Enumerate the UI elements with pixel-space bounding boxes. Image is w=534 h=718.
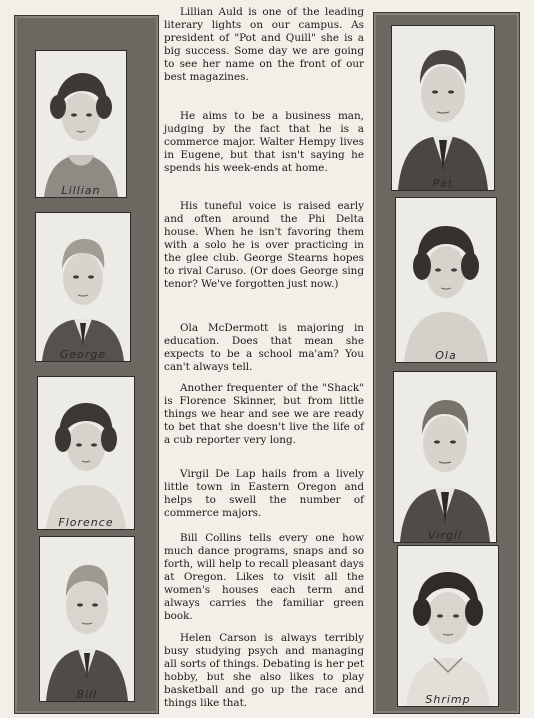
caption-bill: Bill <box>76 688 98 701</box>
paragraph-george: His tuneful voice is raised early and often around the Phi Delta house. When he isn't favoring them with a solo he is over practicing in the glee club. George Stearns hopes to rival Caruso. (Or does George sing tenor? We've forgotten just now.) <box>164 200 364 290</box>
portrait-woman-icon <box>38 377 134 529</box>
paragraph-bill: Bill Collins tells every one how much dance programs, snaps and so forth, will help to recall pleasant days at Oregon. Likes to visit all the women's houses each term and always carries the familiar green book. <box>164 532 364 622</box>
right-photo-strip <box>373 12 520 714</box>
portrait-man-icon <box>40 537 134 701</box>
caption-shrimp: Shrimp <box>425 693 471 706</box>
photo-george <box>35 212 131 362</box>
photo-pat <box>391 25 495 191</box>
paragraph-ola: Ola McDermott is majoring in education. Does that mean she expects to be a school ma'am? You can't always tell. <box>164 322 364 373</box>
portrait-woman-icon <box>36 51 126 197</box>
photo-florence <box>37 376 135 530</box>
caption-george: George <box>59 348 107 361</box>
caption-ola: Ola <box>435 349 457 362</box>
caption-virgil: Virgil <box>427 529 463 542</box>
caption-florence: Florence <box>58 516 114 529</box>
portrait-woman-icon <box>396 198 496 362</box>
portrait-man-icon <box>36 213 130 361</box>
paragraph-walter: He aims to be a business man, judging by the fact that he is a commerce major. Walter Hempy lives in Eugene, but that isn't saying he spends his week-ends at home. <box>164 110 364 174</box>
paragraph-virgil: Virgil De Lap hails from a lively little town in Eastern Oregon and helps to swell the number of commerce majors. <box>164 468 364 519</box>
paragraph-lillian: Lillian Auld is one of the leading literary lights on our campus. As president of "Pot and Quill" she is a big success. Some day we are going to see her name on the front of our best magazines. <box>164 6 364 83</box>
photo-virgil <box>393 371 497 543</box>
paragraph-helen: Helen Carson is always terribly busy studying psych and managing all sorts of things. Debating is her pet hobby, but she also likes to play basketball and go up the race and things like that. <box>164 632 364 709</box>
paragraph-florence: Another frequenter of the "Shack" is Florence Skinner, but from little things we hear and see we are ready to bet that she doesn't live the life of a cub reporter very long. <box>164 382 364 446</box>
photo-lillian <box>35 50 127 198</box>
photo-shrimp <box>397 545 499 707</box>
left-photo-strip <box>14 15 159 714</box>
caption-lillian: Lillian <box>61 184 101 197</box>
portrait-man-icon <box>392 26 494 190</box>
photo-bill <box>39 536 135 702</box>
portrait-woman-icon <box>398 546 498 706</box>
photo-ola <box>395 197 497 363</box>
portrait-man-icon <box>394 372 496 542</box>
caption-pat: Pat <box>432 177 454 190</box>
